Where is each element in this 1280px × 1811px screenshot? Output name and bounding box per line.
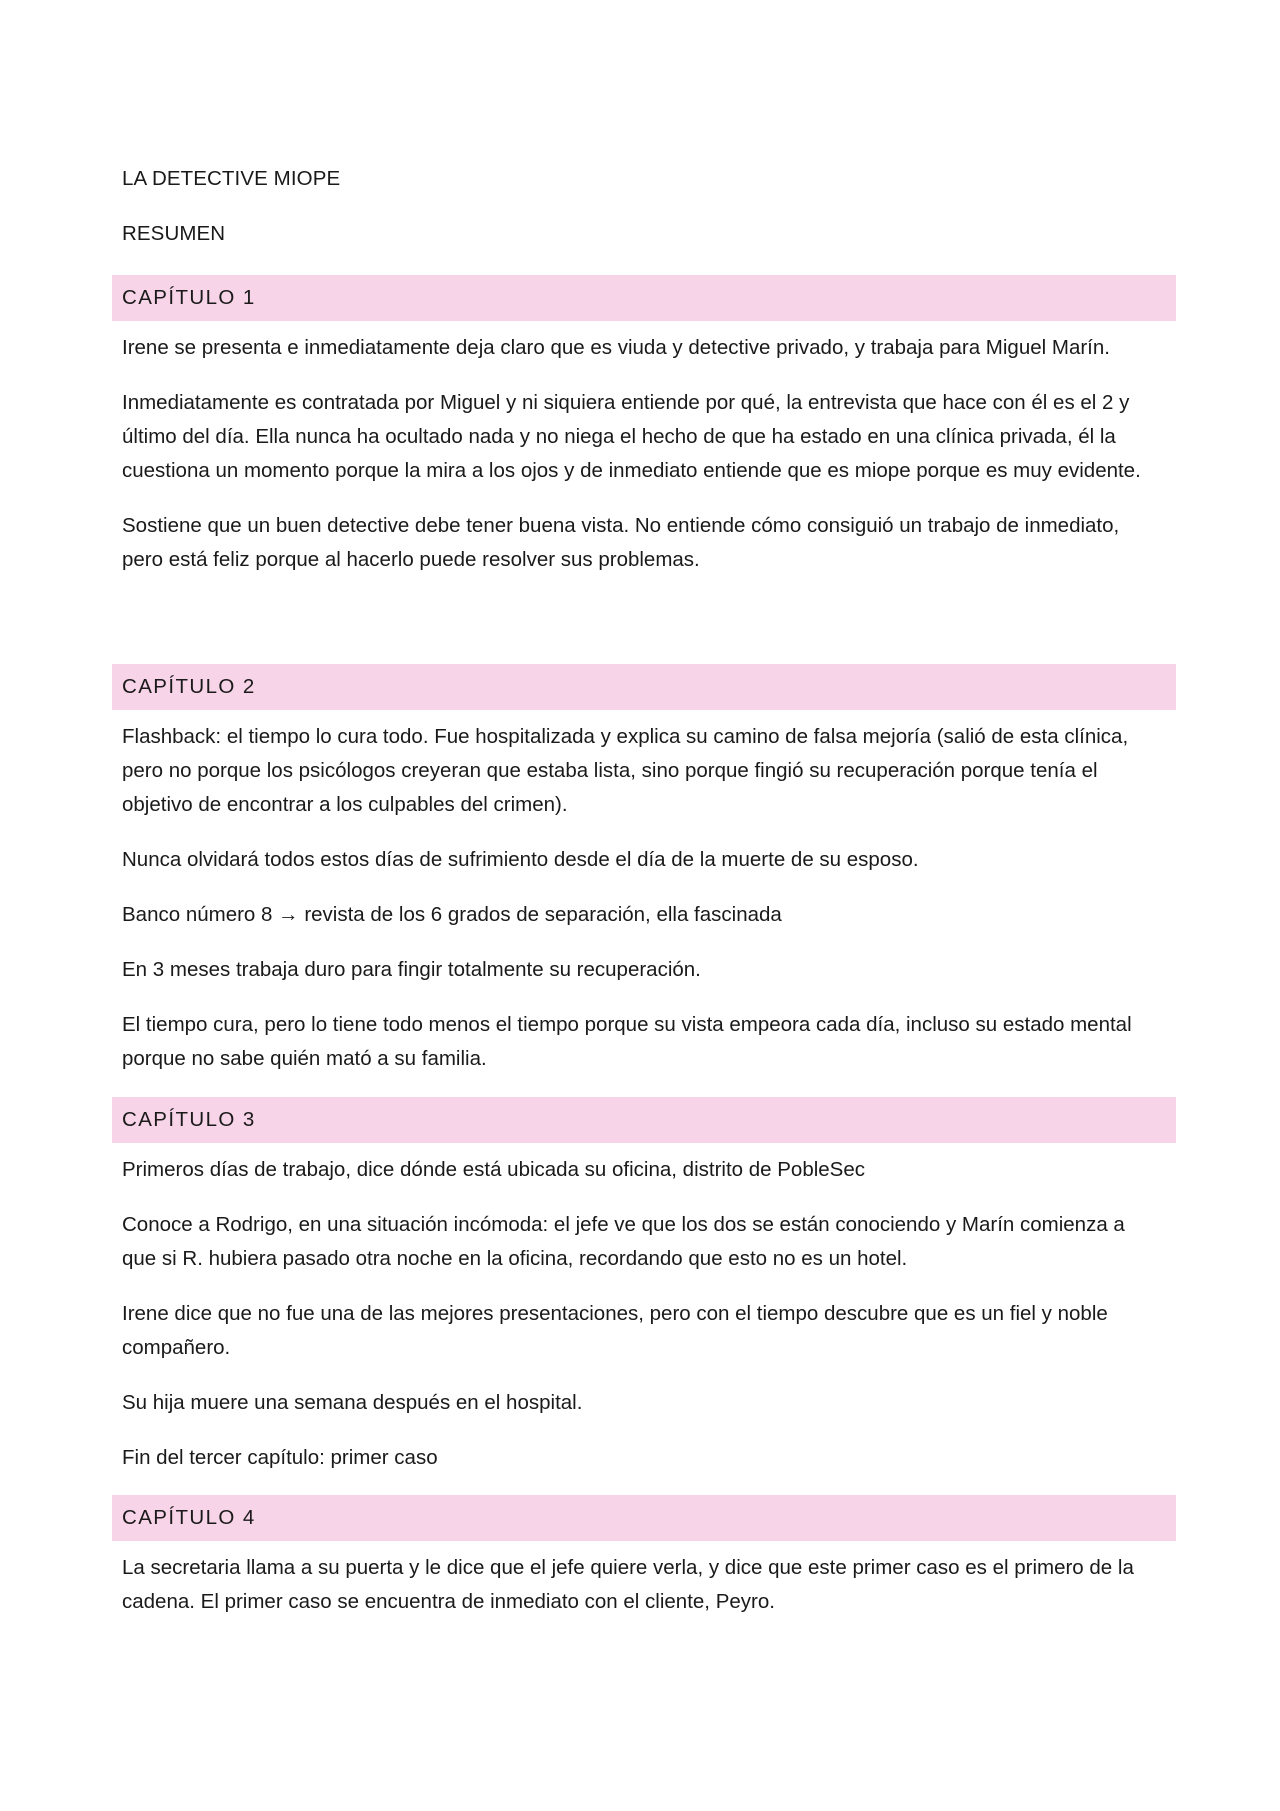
paragraph: Conoce a Rodrigo, en una situación incómoda: el jefe ve que los dos se están conociendo y Marín comienza a que si R. hubiera pasado otra noche en la oficina, recordando que esto no es un hotel. xyxy=(122,1213,1125,1270)
chapter-2 xyxy=(112,664,1176,1097)
chapter-1 xyxy=(112,275,1176,598)
paragraph: Inmediatamente es contratada por Miguel y ni siquiera entiende por qué, la entrevista que hace con él es el 2 y último del día. Ella nunca ha ocultado nada y no niega el hecho de que ha estado en una clínica privada, él la cuestiona un momento porque la mira a los ojos y de inmediato entiende que es miope porque es muy evidente. xyxy=(122,391,1141,482)
chapter-heading: CAPÍTULO 3 xyxy=(112,1097,1176,1143)
chapter-3 xyxy=(112,1097,1176,1496)
chapter-heading: CAPÍTULO 4 xyxy=(112,1495,1176,1541)
paragraph: En 3 meses trabaja duro para fingir totalmente su recuperación. xyxy=(122,958,701,981)
paragraph: Sostiene que un buen detective debe tener buena vista. No entiende cómo consiguió un trabajo de inmediato, pero está feliz porque al hacerlo puede resolver sus problemas. xyxy=(122,514,1120,571)
chapter-body xyxy=(112,1541,1176,1619)
document-title: LA DETECTIVE MIOPE xyxy=(122,167,341,190)
paragraph: Irene se presenta e inmediatamente deja claro que es viuda y detective privado, y trabaja para Miguel Marín. xyxy=(122,336,1110,359)
paragraph: Banco número 8 → revista de los 6 grados de separación, ella fascinada xyxy=(122,903,782,926)
chapter-body xyxy=(112,710,1176,1076)
paragraph: Flashback: el tiempo lo cura todo. Fue hospitalizada y explica su camino de falsa mejoría (salió de esta clínica, pero no porque los psicólogos creyeran que estaba lista, sino porque fingió su recuperación porque tenía el objetivo de encontrar a los culpables del crimen). xyxy=(122,725,1129,816)
document-subtitle: RESUMEN xyxy=(122,222,226,245)
chapter-heading: CAPÍTULO 2 xyxy=(112,664,1176,710)
chapter-body xyxy=(112,321,1176,577)
paragraph: Su hija muere una semana después en el hospital. xyxy=(122,1391,583,1414)
paragraph: La secretaria llama a su puerta y le dice que el jefe quiere verla, y dice que este primer caso es el primero de la cadena. El primer caso se encuentra de inmediato con el cliente, Peyro. xyxy=(122,1556,1134,1613)
paragraph: Nunca olvidará todos estos días de sufrimiento desde el día de la muerte de su esposo. xyxy=(122,848,919,871)
paragraph: Fin del tercer capítulo: primer caso xyxy=(122,1446,438,1469)
paragraph: Primeros días de trabajo, dice dónde está ubicada su oficina, distrito de PobleSec xyxy=(122,1158,865,1181)
chapter-body xyxy=(112,1143,1176,1475)
chapter-heading: CAPÍTULO 1 xyxy=(112,275,1176,321)
paragraph: El tiempo cura, pero lo tiene todo menos el tiempo porque su vista empeora cada día, incluso su estado mental porque no sabe quién mató a su familia. xyxy=(122,1013,1132,1070)
chapter-4 xyxy=(112,1495,1176,1640)
paragraph: Irene dice que no fue una de las mejores presentaciones, pero con el tiempo descubre que es un fiel y noble compañero. xyxy=(122,1302,1108,1359)
